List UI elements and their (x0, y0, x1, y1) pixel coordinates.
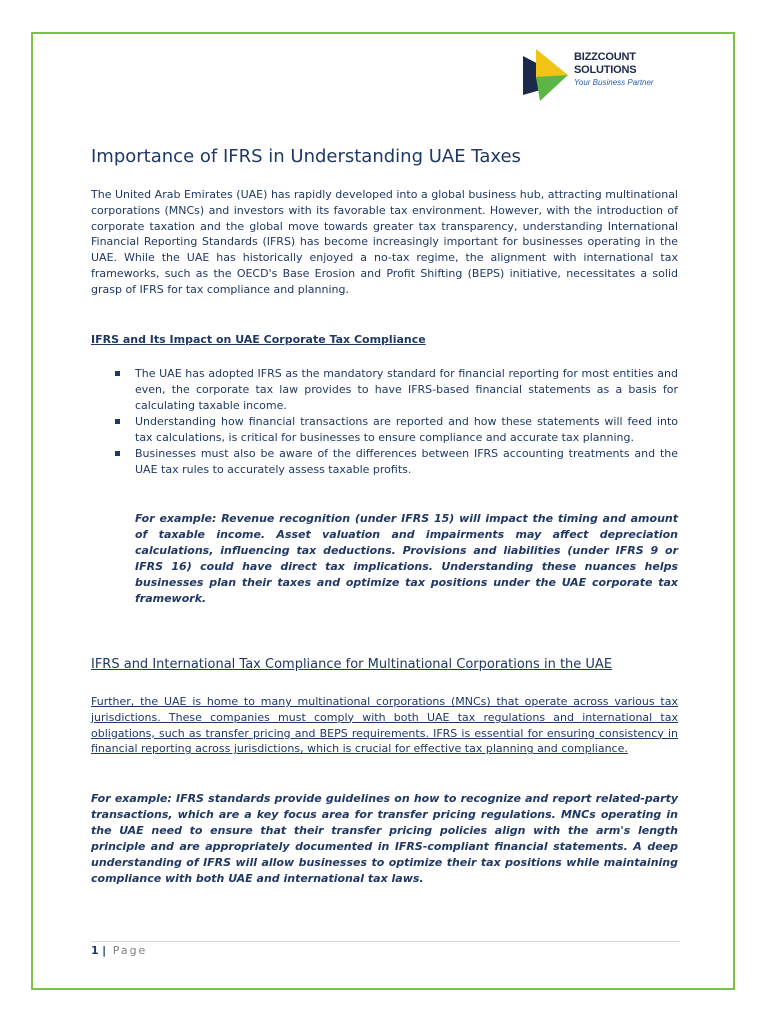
footer-divider (91, 941, 680, 942)
logo-name-line1: BIZZCOUNT (574, 51, 636, 63)
bullet-item: Businesses must also be aware of the differences between IFRS accounting treatments and the UAE tax rules to accurately assess taxable profits. (113, 446, 678, 478)
section1-bullet-list (113, 366, 678, 478)
section1-heading: IFRS and Its Impact on UAE Corporate Tax Compliance (91, 333, 426, 346)
footer-separator: | (102, 944, 107, 957)
page-footer (91, 944, 147, 957)
logo-name-line2: SOLUTIONS (574, 64, 637, 76)
bullet-item: The UAE has adopted IFRS as the mandatory standard for financial reporting for most entities and even, the corporate tax law provides to have IFRS-based financial statements as a basis for calculating taxable income. (113, 366, 678, 414)
logo-text (574, 51, 654, 89)
company-logo (522, 49, 682, 103)
document-title: Importance of IFRS in Understanding UAE Taxes (91, 146, 521, 167)
section2-example: For example: IFRS standards provide guidelines on how to recognize and report related-party transactions, which are a key focus area for transfer pricing regulations. MNCs operating in the UAE need to ensure that their transfer pricing policies align with the arm's length principle and are appropriately documented in IFRS-compliant financial statements. A deep understanding of IFRS will allow businesses to optimize their tax positions while maintaining compliance with both UAE and international tax laws. (91, 792, 678, 885)
section2-heading: IFRS and International Tax Compliance for Multinational Corporations in the UAE (91, 657, 613, 672)
bullet-item: Understanding how financial transactions are reported and how these statements will feed into tax calculations, is critical for businesses to ensure compliance and accurate tax planning. (113, 414, 678, 446)
logo-mark-icon (522, 49, 572, 103)
logo-tagline: Your Business Partner (574, 78, 654, 87)
page-label: Page (112, 944, 148, 957)
section2-paragraph: Further, the UAE is home to many multinational corporations (MNCs) that operate across various tax jurisdictions. These companies must comply with both UAE tax regulations and international tax obligations, such as transfer pricing and BEPS requirements. IFRS is essential for ensuring consistency in financial reporting across jurisdictions, which is crucial for effective tax planning and compliance. (91, 695, 678, 756)
page-number: 1 (91, 944, 99, 957)
intro-paragraph: The United Arab Emirates (UAE) has rapidly developed into a global business hub, attracting multinational corporations (MNCs) and investors with its favorable tax environment. However, with the introduction of corporate taxation and the global move towards greater tax transparency, understanding International Financial Reporting Standards (IFRS) has become increasingly important for businesses operating in the UAE. While the UAE has historically enjoyed a no-tax regime, the alignment with international tax frameworks, such as the OECD's Base Erosion and Profit Shifting (BEPS) initiative, necessitates a solid grasp of IFRS for tax compliance and planning. (91, 188, 678, 296)
section1-example: For example: Revenue recognition (under IFRS 15) will impact the timing and amount of taxable income. Asset valuation and impairments may affect depreciation calculations, influencing tax deductions. Provisions and liabilities (under IFRS 9 or IFRS 16) could have direct tax implications. Understanding these nuances helps businesses plan their taxes and optimize tax positions under the UAE corporate tax framework. (135, 512, 678, 605)
